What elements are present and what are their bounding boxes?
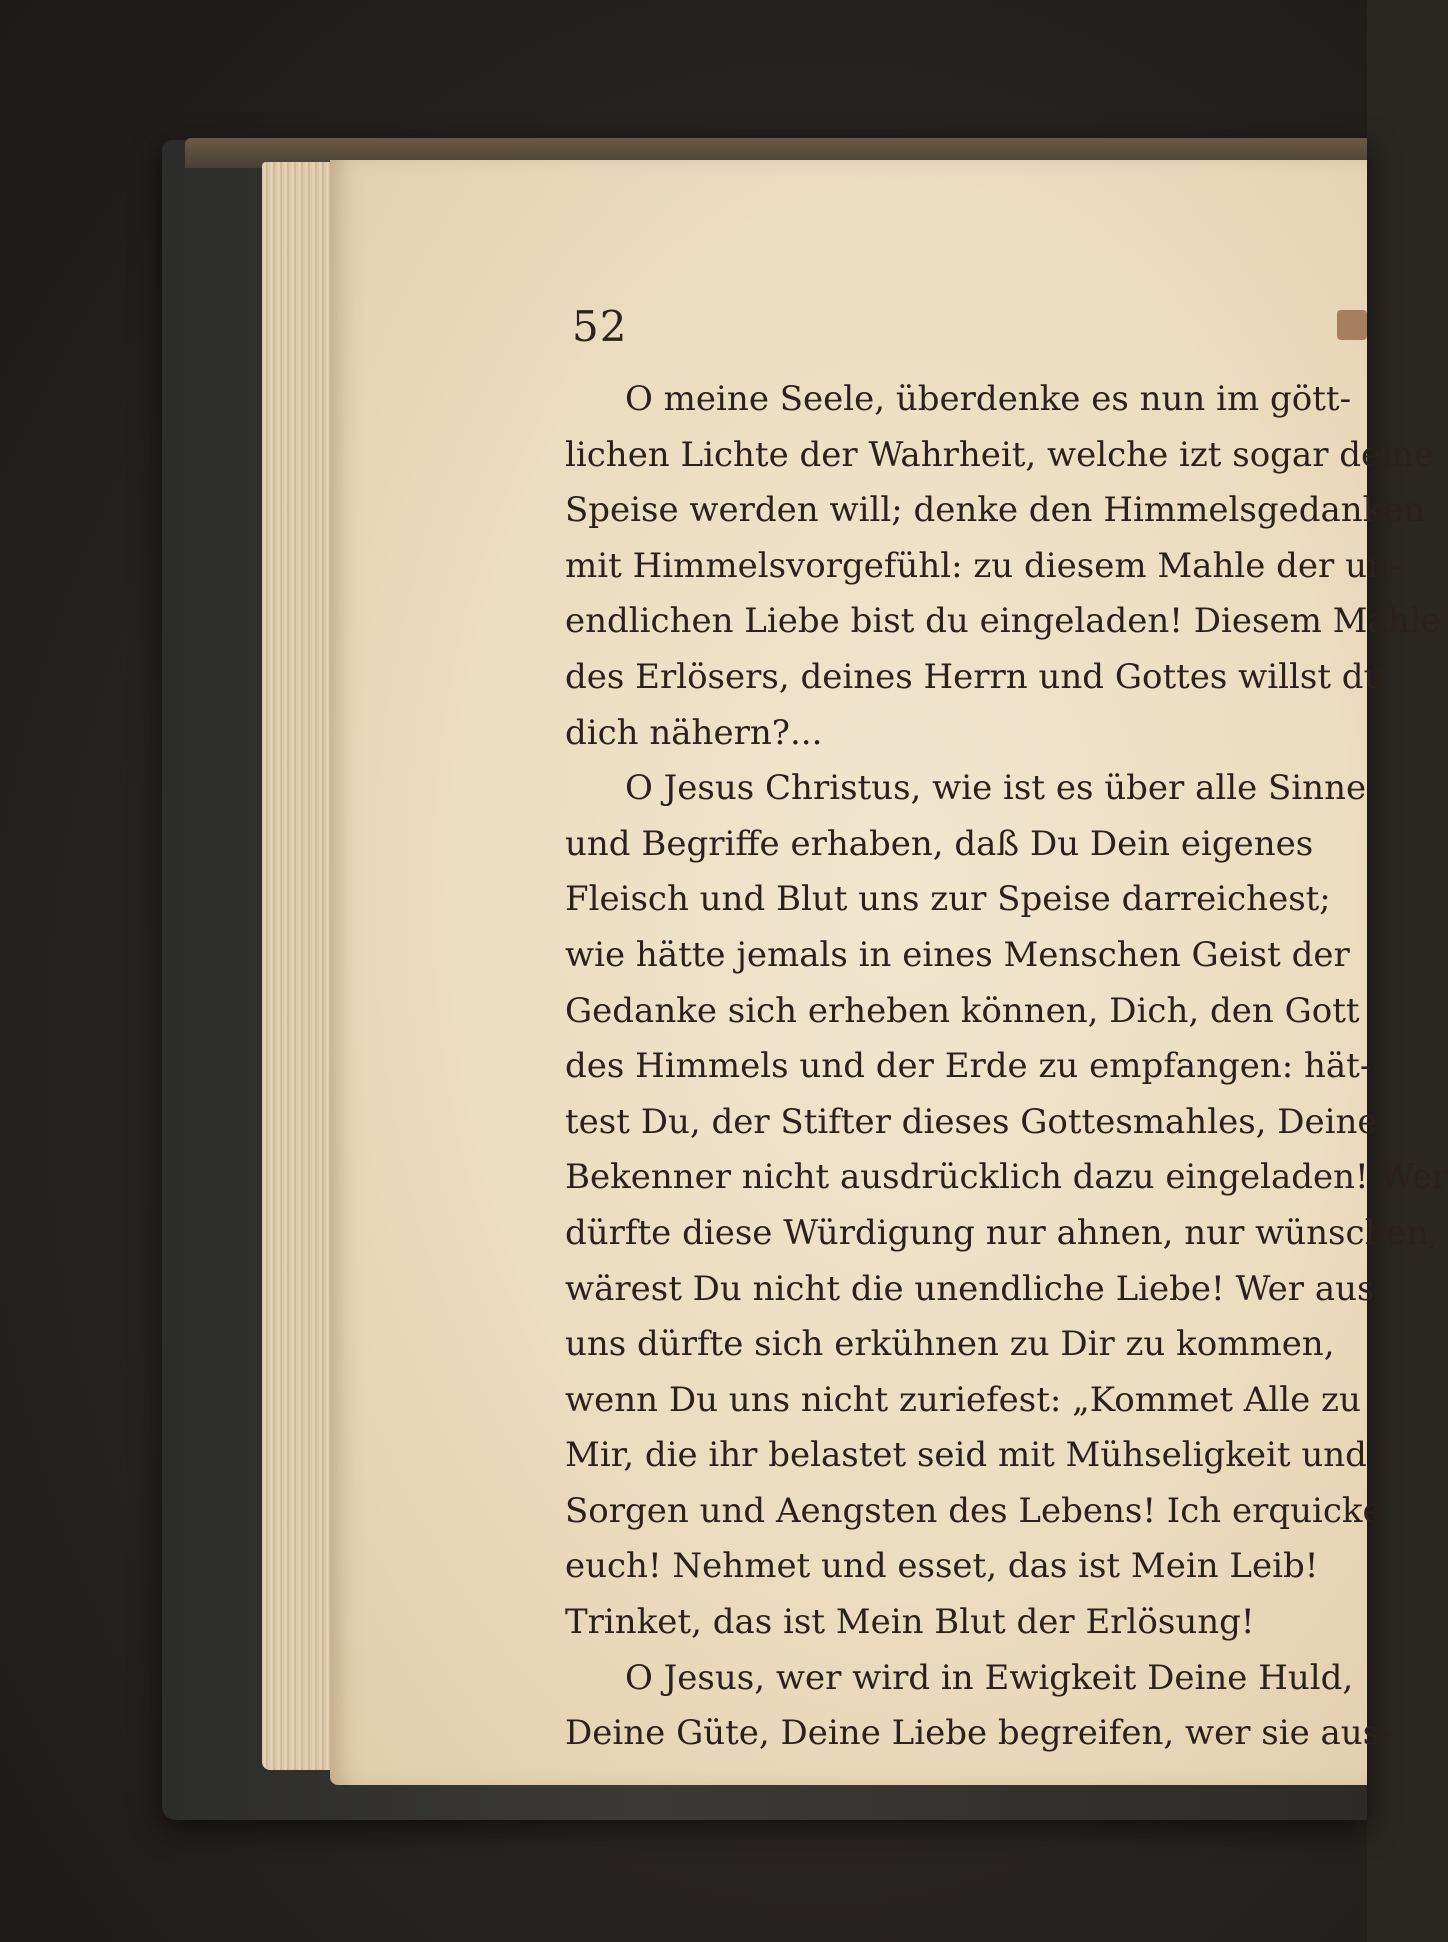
text-line: O Jesus, wer wird in Ewigkeit Deine Huld, bbox=[625, 1657, 1354, 1698]
text-line: O Jesus Christus, wie ist es über alle Sinne bbox=[625, 768, 1367, 809]
text-line: Sorgen und Aengsten des Lebens! Ich erquicke bbox=[565, 1490, 1383, 1531]
text-line: Bekenner nicht ausdrücklich dazu eingeladen! Wer bbox=[565, 1157, 1448, 1198]
text-line: endlichen Liebe bist du eingeladen! Diesem Mahle bbox=[565, 601, 1441, 642]
text-line: uns dürfte sich erkühnen zu Dir zu kommen, bbox=[565, 1324, 1335, 1365]
text-line: Trinket, das ist Mein Blut der Erlösung! bbox=[565, 1602, 1255, 1643]
text-line: wärest Du nicht die unendliche Liebe! Wer aus bbox=[565, 1268, 1375, 1309]
text-line: und Begriffe erhaben, daß Du Dein eigenes bbox=[565, 823, 1314, 864]
text-line: des Himmels und der Erde zu empfangen: hät- bbox=[565, 1046, 1372, 1087]
text-line: Gedanke sich erheben können, Dich, den Gott bbox=[565, 990, 1360, 1031]
text-line: wie hätte jemals in eines Menschen Geist der bbox=[565, 934, 1350, 975]
text-line: dich nähern?... bbox=[565, 712, 823, 753]
text-line: wenn Du uns nicht zuriefest: „Kommet Alle zu bbox=[565, 1379, 1361, 1420]
page-number: 52 bbox=[572, 302, 628, 351]
text-line: dürfte diese Würdigung nur ahnen, nur wünschen, bbox=[565, 1212, 1440, 1253]
text-line: O meine Seele, überdenke es nun im gött- bbox=[625, 379, 1352, 419]
text-line: lichen Lichte der Wahrheit, welche izt sogar deine bbox=[565, 434, 1435, 475]
text-line: Deine Güte, Deine Liebe begreifen, wer sie aus- bbox=[565, 1713, 1392, 1754]
text-line: mit Himmelsvorgefühl: zu diesem Mahle der un- bbox=[565, 545, 1401, 586]
text-line: Speise werden will; denke den Himmelsgedanken bbox=[565, 490, 1426, 531]
body-text bbox=[565, 372, 1448, 1762]
text-line: Mir, die ihr belastet seid mit Mühseligkeit und bbox=[565, 1435, 1367, 1476]
page-stain bbox=[1337, 310, 1367, 340]
text-line: euch! Nehmet und esset, das ist Mein Leib! bbox=[565, 1546, 1319, 1587]
text-line: Fleisch und Blut uns zur Speise darreichest; bbox=[565, 879, 1331, 920]
text-line: test Du, der Stifter dieses Gottesmahles, Deine bbox=[565, 1101, 1378, 1142]
text-line: des Erlösers, deines Herrn und Gottes willst du bbox=[565, 656, 1386, 697]
